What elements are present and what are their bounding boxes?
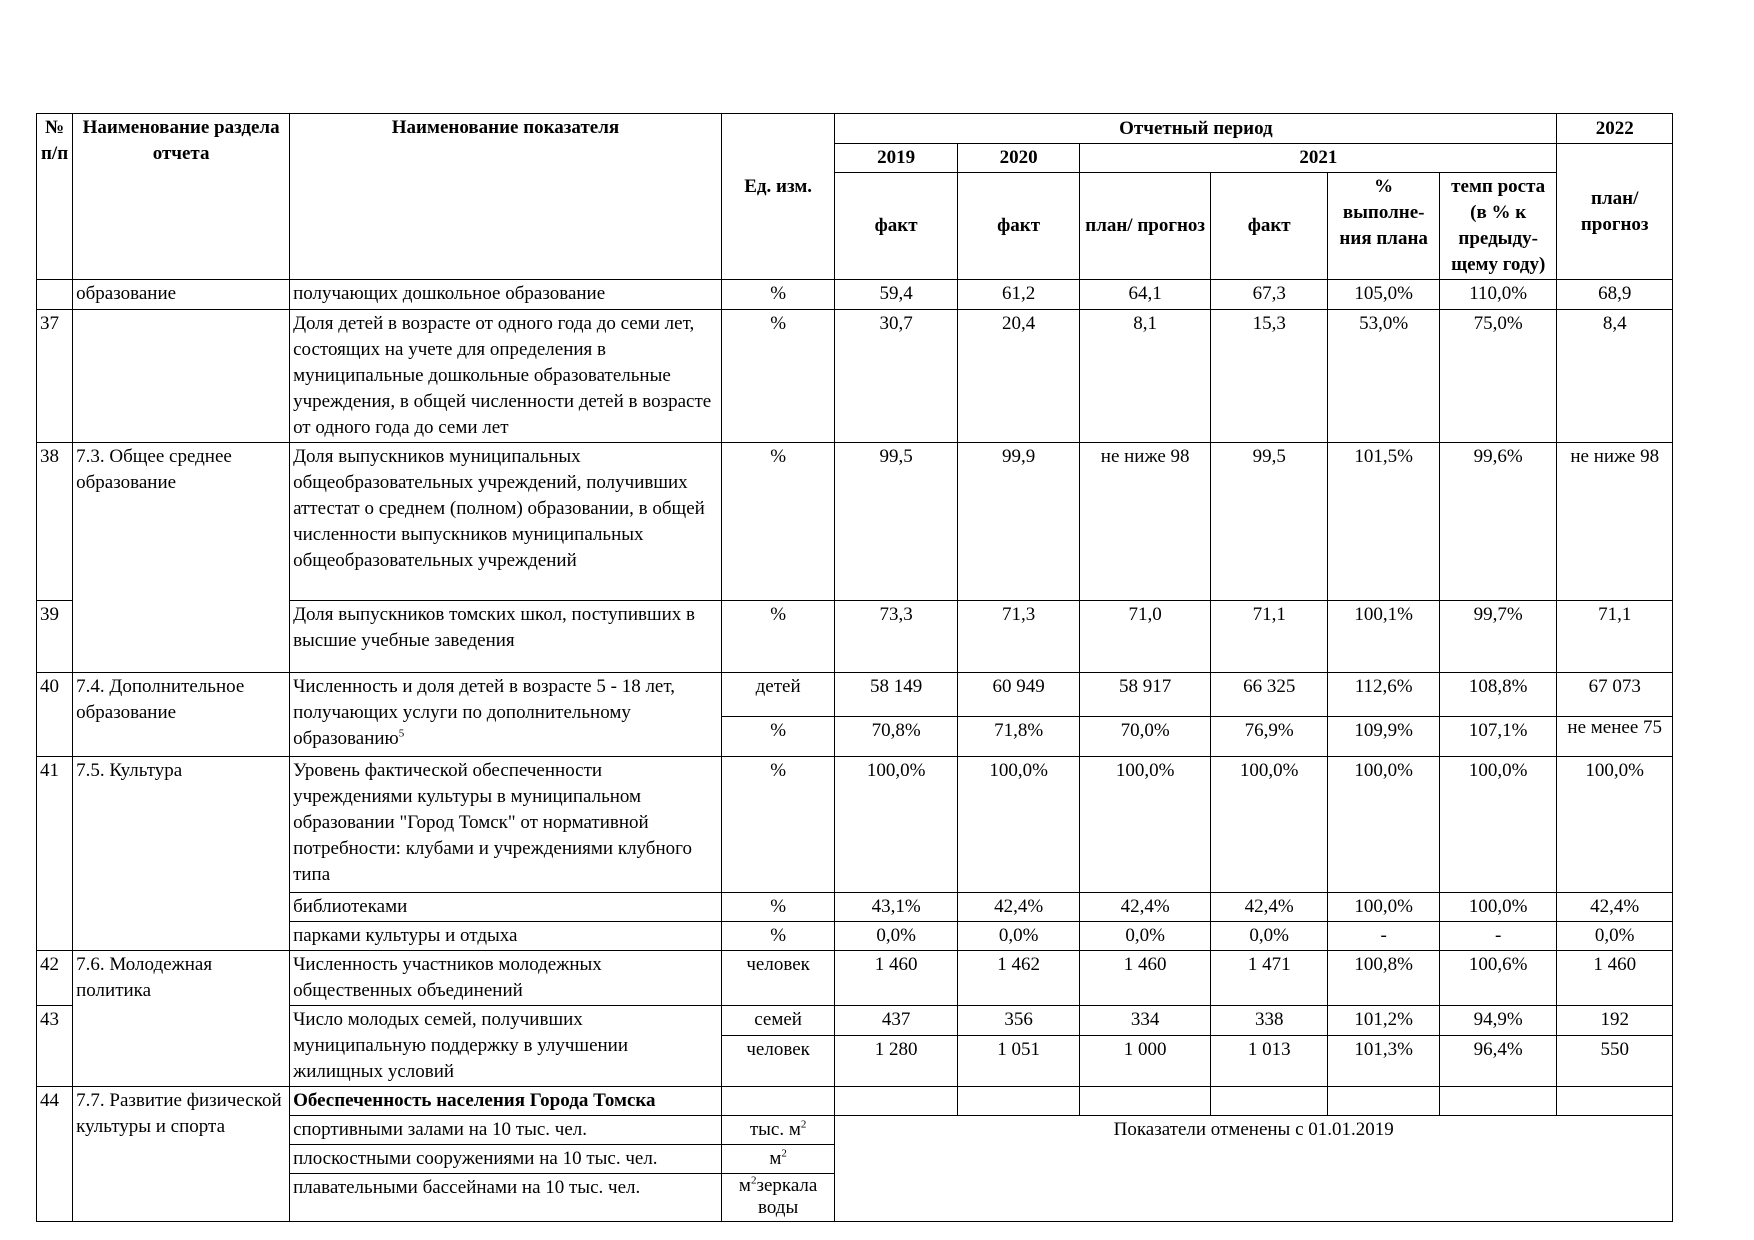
value-plan-2022: 67 073 [1557, 673, 1673, 717]
row-section: 7.4. Дополнительное образование [73, 673, 290, 757]
value-plan-2021 [1080, 1087, 1211, 1116]
value-fact-2021: 100,0% [1210, 757, 1328, 893]
value-plan-2022: 100,0% [1557, 757, 1673, 893]
value-pct-plan: - [1328, 922, 1439, 951]
row-indicator: парками культуры и отдыха [290, 922, 722, 951]
value-fact-2021: 71,1 [1210, 601, 1328, 673]
row-num: 39 [37, 601, 73, 673]
table-row [37, 1087, 1673, 1116]
value-plan-2021: 70,0% [1080, 717, 1211, 757]
row-unit [721, 1087, 834, 1116]
value-growth: 100,6% [1439, 951, 1557, 1006]
table-row [37, 951, 1673, 1006]
row-num: 40 [37, 673, 73, 757]
row-indicator: получающих дошкольное образование [290, 280, 722, 310]
value-2019: 1 280 [835, 1035, 958, 1086]
row-unit: % [721, 601, 834, 673]
cancelled-note: Показатели отменены с 01.01.2019 [835, 1116, 1673, 1222]
table-row [37, 310, 1673, 443]
value-plan-2022 [1557, 1087, 1673, 1116]
value-pct-plan: 112,6% [1328, 673, 1439, 717]
row-unit: % [721, 310, 834, 443]
value-fact-2021: 1 471 [1210, 951, 1328, 1006]
value-2019: 58 149 [835, 673, 958, 717]
header-plan-2022: план/ прогноз [1557, 144, 1673, 280]
row-unit: $м^2зеркала$ воды [721, 1174, 834, 1222]
value-2019: 30,7 [835, 310, 958, 443]
value-2019: 70,8% [835, 717, 958, 757]
row-unit: % [721, 280, 834, 310]
value-pct-plan: 105,0% [1328, 280, 1439, 310]
row-indicator: Численность участников молодежных общественных объединений [290, 951, 722, 1006]
value-2020: 61,2 [957, 280, 1080, 310]
value-plan-2022: не ниже 98 [1557, 443, 1673, 601]
value-plan-2022: 42,4% [1557, 893, 1673, 922]
header-fact-2021: факт [1210, 173, 1328, 280]
value-fact-2021: 76,9% [1210, 717, 1328, 757]
row-num: 38 [37, 443, 73, 601]
value-pct-plan: 100,0% [1328, 757, 1439, 893]
value-2020: 1 051 [957, 1035, 1080, 1086]
row-indicator: Доля выпускников муниципальных общеобразовательных учреждений, получивших аттестат о среднем (полном) образовании, в общей численности выпускников муниципальных общеобразовательных учреждений [290, 443, 722, 601]
value-pct-plan: 109,9% [1328, 717, 1439, 757]
row-indicator: Обеспеченность населения Города Томска [290, 1087, 722, 1116]
header-pct-plan: % выполне-ния плана [1328, 173, 1439, 280]
row-unit: семей [721, 1006, 834, 1036]
row-unit: % [721, 443, 834, 601]
table-row [37, 443, 1673, 601]
value-plan-2022: 8,4 [1557, 310, 1673, 443]
row-indicator: Численность и доля детей в возрасте 5 - 18 лет, получающих услуги по дополнительному образованию$^5$ [290, 673, 722, 757]
value-pct-plan: 100,0% [1328, 893, 1439, 922]
value-plan-2021: 58 917 [1080, 673, 1211, 717]
value-pct-plan: 100,1% [1328, 601, 1439, 673]
value-2019 [835, 1087, 958, 1116]
value-plan-2021: 64,1 [1080, 280, 1211, 310]
value-2020: 71,3 [957, 601, 1080, 673]
header-2020: 2020 [957, 144, 1080, 173]
row-section [73, 310, 290, 443]
value-plan-2022: 1 460 [1557, 951, 1673, 1006]
value-plan-2021: 1 460 [1080, 951, 1211, 1006]
value-2020: 100,0% [957, 757, 1080, 893]
value-growth: 99,7% [1439, 601, 1557, 673]
value-2019: 1 460 [835, 951, 958, 1006]
row-num: 41 [37, 757, 73, 951]
row-unit: детей [721, 673, 834, 717]
value-growth: 110,0% [1439, 280, 1557, 310]
value-plan-2022: 71,1 [1557, 601, 1673, 673]
value-plan-2021: 0,0% [1080, 922, 1211, 951]
value-growth: 108,8% [1439, 673, 1557, 717]
value-fact-2021: 0,0% [1210, 922, 1328, 951]
row-section: 7.7. Развитие физической культуры и спорта [73, 1087, 290, 1222]
value-2019: 59,4 [835, 280, 958, 310]
value-growth: 96,4% [1439, 1035, 1557, 1086]
value-pct-plan: 101,2% [1328, 1006, 1439, 1036]
value-pct-plan: 101,3% [1328, 1035, 1439, 1086]
row-indicator: плоскостными сооружениями на 10 тыс. чел. [290, 1145, 722, 1174]
header-fact-2019: факт [835, 173, 958, 280]
value-fact-2021: 99,5 [1210, 443, 1328, 601]
row-unit: % [721, 922, 834, 951]
row-unit: % [721, 757, 834, 893]
value-pct-plan [1328, 1087, 1439, 1116]
value-growth: 99,6% [1439, 443, 1557, 601]
value-fact-2021: 1 013 [1210, 1035, 1328, 1086]
value-plan-2022: 68,9 [1557, 280, 1673, 310]
value-2020: 71,8% [957, 717, 1080, 757]
value-2019: 43,1% [835, 893, 958, 922]
value-plan-2021: не ниже 98 [1080, 443, 1211, 601]
row-unit: % [721, 717, 834, 757]
value-plan-2021: 71,0 [1080, 601, 1211, 673]
value-fact-2021: 67,3 [1210, 280, 1328, 310]
value-plan-2022: 550 [1557, 1035, 1673, 1086]
value-plan-2021: 42,4% [1080, 893, 1211, 922]
value-pct-plan: 100,8% [1328, 951, 1439, 1006]
table-row [37, 280, 1673, 310]
value-growth: - [1439, 922, 1557, 951]
row-indicator: плавательными бассейнами на 10 тыс. чел. [290, 1174, 722, 1222]
row-num: 43 [37, 1006, 73, 1087]
row-unit: $м^2$ [721, 1145, 834, 1174]
row-unit: тыс. $м^2$ [721, 1116, 834, 1145]
header-num: № п/п [37, 114, 73, 280]
value-2020: 60 949 [957, 673, 1080, 717]
value-fact-2021: 15,3 [1210, 310, 1328, 443]
value-growth [1439, 1087, 1557, 1116]
header-period: Отчетный период [835, 114, 1557, 144]
row-num: 44 [37, 1087, 73, 1222]
row-section: 7.6. Молодежная политика [73, 951, 290, 1087]
header-plan-2021: план/ прогноз [1080, 173, 1211, 280]
row-indicator: Число молодых семей, получивших муниципальную поддержку в улучшении жилищных условий [290, 1006, 722, 1087]
header-2022: 2022 [1557, 114, 1673, 144]
row-section: 7.5. Культура [73, 757, 290, 951]
value-plan-2022: 192 [1557, 1006, 1673, 1036]
value-fact-2021: 42,4% [1210, 893, 1328, 922]
value-plan-2021: 1 000 [1080, 1035, 1211, 1086]
value-2020: 356 [957, 1006, 1080, 1036]
row-num: 42 [37, 951, 73, 1006]
header-fact-2020: факт [957, 173, 1080, 280]
row-num [37, 280, 73, 310]
value-2020: 1 462 [957, 951, 1080, 1006]
row-indicator: библиотеками [290, 893, 722, 922]
row-indicator: Доля выпускников томских школ, поступивших в высшие учебные заведения [290, 601, 722, 673]
row-indicator: Уровень фактической обеспеченности учреждениями культуры в муниципальном образовании "Город Томск" от нормативной потребности: клубами и учреждениями клубного типа [290, 757, 722, 893]
header-2021: 2021 [1080, 144, 1557, 173]
header-section: Наименование раздела отчета [73, 114, 290, 280]
row-indicator: спортивными залами на 10 тыс. чел. [290, 1116, 722, 1145]
header-indicator: Наименование показателя [290, 114, 722, 280]
value-plan-2022: 0,0% [1557, 922, 1673, 951]
value-fact-2021: 66 325 [1210, 673, 1328, 717]
value-2019: 0,0% [835, 922, 958, 951]
value-growth: 107,1% [1439, 717, 1557, 757]
row-unit: человек [721, 1035, 834, 1086]
value-2019: 100,0% [835, 757, 958, 893]
value-pct-plan: 53,0% [1328, 310, 1439, 443]
row-section: образование [73, 280, 290, 310]
value-plan-2021: 8,1 [1080, 310, 1211, 443]
value-2020: 20,4 [957, 310, 1080, 443]
value-2020: 99,9 [957, 443, 1080, 601]
indicator-report-table [36, 113, 1673, 1222]
value-growth: 75,0% [1439, 310, 1557, 443]
row-section: 7.3. Общее среднее образование [73, 443, 290, 673]
table-row [37, 757, 1673, 893]
value-plan-2021: 100,0% [1080, 757, 1211, 893]
row-indicator: Доля детей в возрасте от одного года до семи лет, состоящих на учете для определения в муниципальные дошкольные образовательные учреждения, в общей численности детей в возрасте от одного года до семи лет [290, 310, 722, 443]
header-growth: темп роста (в % к предыду-щему году) [1439, 173, 1557, 280]
value-2020 [957, 1087, 1080, 1116]
value-growth: 94,9% [1439, 1006, 1557, 1036]
table-row [37, 673, 1673, 717]
value-plan-2021: 334 [1080, 1006, 1211, 1036]
header-unit: Ед. изм. [721, 114, 834, 280]
value-pct-plan: 101,5% [1328, 443, 1439, 601]
value-2020: 42,4% [957, 893, 1080, 922]
value-fact-2021: 338 [1210, 1006, 1328, 1036]
row-num: 37 [37, 310, 73, 443]
value-fact-2021 [1210, 1087, 1328, 1116]
value-2019: 73,3 [835, 601, 958, 673]
value-2019: 437 [835, 1006, 958, 1036]
value-growth: 100,0% [1439, 893, 1557, 922]
row-unit: человек [721, 951, 834, 1006]
value-growth: 100,0% [1439, 757, 1557, 893]
value-2020: 0,0% [957, 922, 1080, 951]
footnote-mark: 5 [398, 727, 405, 740]
value-2019: 99,5 [835, 443, 958, 601]
value-plan-2022: не менее 75 [1557, 717, 1673, 757]
header-2019: 2019 [835, 144, 958, 173]
row-unit: % [721, 893, 834, 922]
